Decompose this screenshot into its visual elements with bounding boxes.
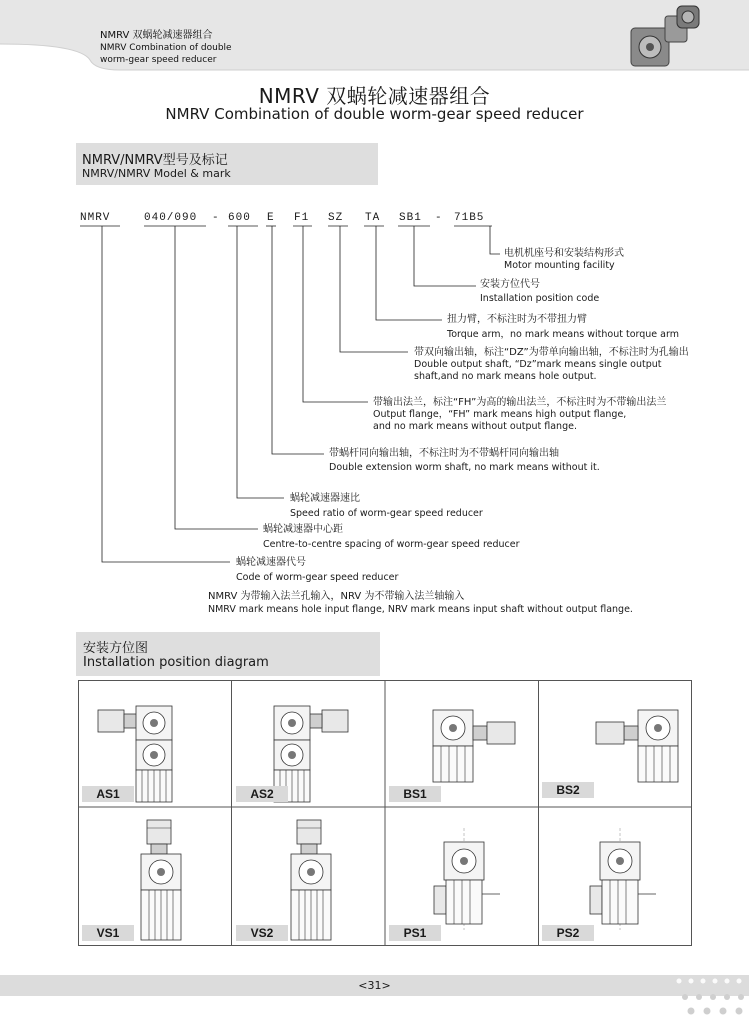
annotation-output-flange <box>373 397 666 433</box>
annotation-cn: 扭力臂，不标注时为不带扭力臂 <box>447 314 587 325</box>
position-label: BS2 <box>542 782 594 798</box>
annotation-cn: 蜗轮减速器速比 <box>290 493 360 504</box>
position-label: VS1 <box>82 925 134 941</box>
annotation-double-output <box>414 347 689 383</box>
header-title-en-1: NMRV Combination of double <box>100 43 232 53</box>
position-label: PS2 <box>542 925 594 941</box>
model-section-title-en: NMRV/NMRV Model & mark <box>82 167 231 180</box>
footer-dots-decoration <box>669 973 749 1023</box>
annotation-reducer-code <box>236 557 398 584</box>
annotation-centre-spacing <box>263 524 520 551</box>
page-title-cn: NMRV 双蜗轮减速器组合 <box>258 84 491 108</box>
annotation-en-2: and no mark means without output flange. <box>373 421 577 432</box>
position-label: AS2 <box>236 786 288 802</box>
annotation-en: Double output shaft, “Dz”mark means single output <box>414 359 662 370</box>
annotation-en: Centre-to-centre spacing of worm-gear speed reducer <box>263 539 520 550</box>
annotation-en: Output flange，“FH” mark means high output flange, <box>373 409 627 420</box>
code-part: 600 <box>228 212 251 224</box>
diagram-grid <box>78 680 692 946</box>
header-title-en-2: worm-gear speed reducer <box>100 55 217 65</box>
annotation-en-2: shaft,and no mark means hole output. <box>414 371 597 382</box>
position-label: BS1 <box>389 786 441 802</box>
code-part: - <box>212 212 220 224</box>
code-part: 71B5 <box>454 212 485 224</box>
installation-diagram <box>78 680 692 946</box>
note-cn: NMRV 为带输入法兰孔输入，NRV 为不带输入法兰轴输入 <box>208 591 465 602</box>
annotation-cn: 安装方位代号 <box>480 279 540 290</box>
annotation-cn: 带蜗杆同向输出轴，不标注时为不带蜗杆同向输出轴 <box>329 448 559 459</box>
annotation-cn: 带输出法兰，标注“FH”为高的输出法兰，不标注时为不带输出法兰 <box>373 397 667 408</box>
page-number: <31> <box>358 979 391 992</box>
annotation-en: Motor mounting facility <box>504 260 615 271</box>
annotation-worm-shaft <box>329 448 600 474</box>
annotation-install-code <box>480 279 599 305</box>
annotation-ratio <box>290 493 483 520</box>
code-part: 040/090 <box>144 212 198 224</box>
annotation-cn: 蜗轮减速器中心距 <box>263 524 343 535</box>
install-section-title-cn: 安装方位图 <box>83 641 149 656</box>
page-title-en: NMRV Combination of double worm-gear speed reducer <box>165 105 584 123</box>
annotation-cn: 带双向输出轴，标注“DZ”为带单向输出轴，不标注时为孔输出 <box>414 347 689 358</box>
note-en: NMRV mark means hole input flange, NRV mark means input shaft without output flange. <box>208 604 633 615</box>
header-title-cn: NMRV 双蜗轮减速器组合 <box>100 30 213 41</box>
annotation-torque-arm <box>447 314 679 341</box>
position-label: PS1 <box>389 925 441 941</box>
note <box>208 591 633 616</box>
annotation-en: Speed ratio of worm-gear speed reducer <box>290 508 483 519</box>
annotation-en: Code of worm-gear speed reducer <box>236 572 399 583</box>
annotation-cn: 电机机座号和安装结构形式 <box>504 248 624 259</box>
annotation-en: Installation position code <box>480 293 600 304</box>
install-section-title-en: Installation position diagram <box>83 655 269 670</box>
code-part: SB1 <box>399 212 422 224</box>
annotation-en: Double extension worm shaft, no mark means without it. <box>329 462 600 473</box>
annotation-motor <box>504 248 624 272</box>
annotation-en: Torque arm，no mark means without torque arm <box>447 329 679 340</box>
annotation-cn: 蜗轮减速器代号 <box>236 557 306 568</box>
code-part: - <box>435 212 443 224</box>
position-label: VS2 <box>236 925 288 941</box>
model-section-title-cn: NMRV/NMRV型号及标记 <box>82 153 228 168</box>
code-part: F1 <box>294 212 310 224</box>
code-part: SZ <box>328 212 344 224</box>
install-section-header <box>76 632 380 676</box>
code-part: NMRV <box>80 212 111 224</box>
code-part: E <box>267 212 275 224</box>
code-part: TA <box>365 212 381 224</box>
position-label: AS1 <box>82 786 134 802</box>
